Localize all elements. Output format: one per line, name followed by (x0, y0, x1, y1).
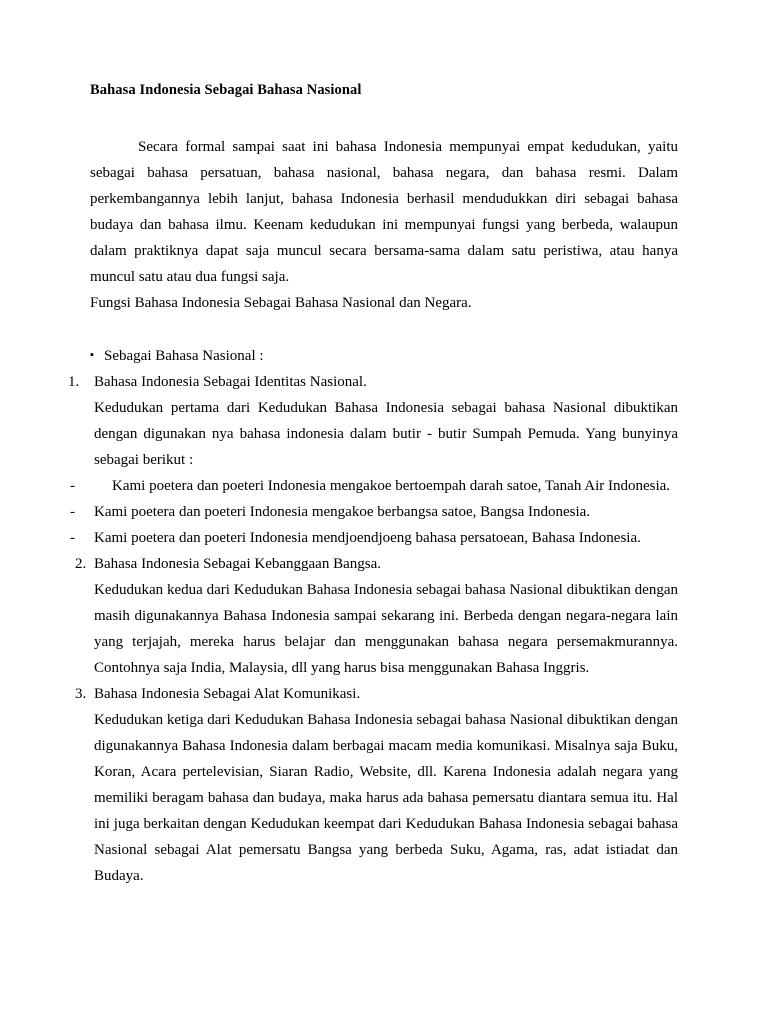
list-item-marker: 3. (75, 686, 87, 702)
dash-marker: - (70, 530, 75, 546)
list-item-heading: Bahasa Indonesia Sebagai Identitas Nasional. (94, 374, 367, 390)
dash-marker: - (70, 504, 75, 520)
square-bullet-icon: ▪ (90, 349, 94, 361)
list-item (68, 551, 678, 577)
list-item (68, 681, 678, 707)
bullet-section-label: Sebagai Bahasa Nasional : (104, 348, 264, 364)
document-content (68, 80, 678, 889)
list-item-heading: Bahasa Indonesia Sebagai Kebanggaan Bangsa. (94, 556, 381, 572)
dash-marker: - (70, 478, 75, 494)
list-item (68, 499, 678, 525)
list-item-heading: Bahasa Indonesia Sebagai Alat Komunikasi. (94, 686, 361, 702)
list-item-body: Kedudukan ketiga dari Kedudukan Bahasa Indonesia sebagai bahasa Nasional dibuktikan dengan digunakannya Bahasa Indonesia dalam berbagai macam media komunikasi. Misalnya saja Buku, Koran, Acara pertelevisian, Siaran Radio, Website, dll. Karena Indonesia adalah negara yang memiliki beragam bahasa dan budaya, maka harus ada bahasa pemersatu diantara semua itu. Hal ini juga berkaitan dengan Kedudukan keempat dari Kedudukan Bahasa Indonesia sebagai bahasa Nasional sebagai Alat pemersatu Bangsa yang berbeda Suku, Agama, ras, adat istiadat dan Budaya. (94, 712, 678, 884)
list-item (68, 369, 678, 395)
intro-block (68, 134, 678, 316)
list-item-marker: 2. (75, 556, 87, 572)
sumpah-line-text: Kami poetera dan poeteri Indonesia mengakoe bertoempah darah satoe, Tanah Air Indonesia. (112, 478, 671, 494)
list-item-body: Kedudukan kedua dari Kedudukan Bahasa Indonesia sebagai bahasa Nasional dibuktikan dengan masih digunakannya Bahasa Indonesia sampai sekarang ini. Berbeda dengan negara-negara lain yang terjajah, mereka harus belajar dan menggunakan bahasa negara persemakmurannya. Contohnya saja India, Malaysia, dll yang harus bisa menggunakan Bahasa Inggris. (94, 582, 678, 676)
sumpah-line-text: Kami poetera dan poeteri Indonesia mengakoe berbangsa satoe, Bangsa Indonesia. (94, 504, 591, 520)
list-item (68, 525, 678, 551)
intro-paragraph: Secara formal sampai saat ini bahasa Indonesia mempunyai empat kedudukan, yaitu sebagai bahasa persatuan, bahasa nasional, bahasa negara, dan bahasa resmi. Dalam perkembangannya lebih lanjut, bahasa Indonesia berhasil mendudukkan diri sebagai bahasa budaya dan bahasa ilmu. Keenam kedudukan ini mempunyai fungsi yang berbeda, walaupun dalam praktiknya dapat saja muncul secara bersama-sama dalam satu peristiwa, atau hanya muncul satu atau dua fungsi saja. (90, 139, 678, 285)
sumpah-line-text: Kami poetera dan poeteri Indonesia mendjoendjoeng bahasa persatoean, Bahasa Indonesia. (94, 530, 641, 546)
list-item (68, 473, 678, 499)
bullet-section-heading (68, 342, 678, 369)
list-item-marker: 1. (68, 374, 80, 390)
page-title: Bahasa Indonesia Sebagai Bahasa Nasional (90, 82, 362, 98)
intro-subtitle-line: Fungsi Bahasa Indonesia Sebagai Bahasa Nasional dan Negara. (90, 295, 472, 311)
list-item-body: Kedudukan pertama dari Kedudukan Bahasa Indonesia sebagai bahasa Nasional dibuktikan dengan digunakan nya bahasa indonesia dalam butir - butir Sumpah Pemuda. Yang bunyinya sebagai berikut : (94, 400, 678, 468)
